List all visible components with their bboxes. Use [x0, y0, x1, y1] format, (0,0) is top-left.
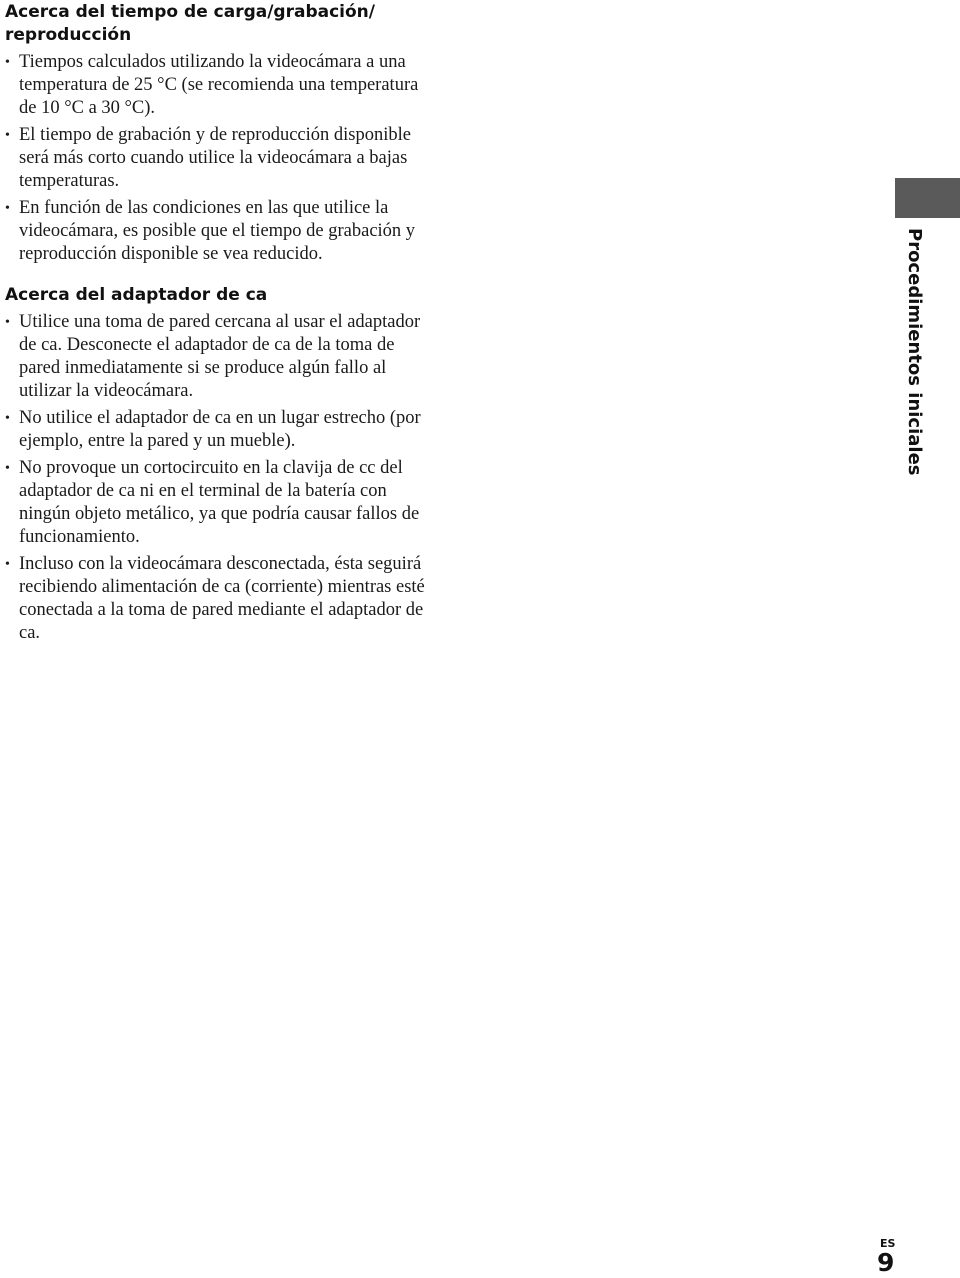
list-item — [5, 124, 425, 193]
ac-adaptor-list — [5, 311, 425, 645]
bullet-icon: • — [5, 128, 10, 143]
list-item — [5, 51, 425, 120]
list-item-text: El tiempo de grabación y de reproducción disponible será más corto cuando utilice la videocámara a bajas temperaturas. — [19, 125, 411, 191]
bullet-icon: • — [5, 315, 10, 330]
list-item — [5, 311, 425, 403]
list-item-text: No utilice el adaptador de ca en un lugar estrecho (por ejemplo, entre la pared y un mueble). — [19, 408, 421, 451]
list-item — [5, 457, 425, 549]
list-item-text: Incluso con la videocámara desconectada, ésta seguirá recibiendo alimentación de ca (corriente) mientras esté conectada a la toma de pared mediante el adaptador de ca. — [19, 554, 425, 643]
section-heading-ac-adaptor: Acerca del adaptador de ca — [5, 285, 268, 305]
chapter-tab-label: Procedimientos iniciales — [904, 228, 925, 476]
list-item — [5, 553, 425, 645]
list-item — [5, 197, 425, 266]
charge-time-list — [5, 51, 425, 266]
list-item-text: Utilice una toma de pared cercana al usar el adaptador de ca. Desconecte el adaptador de ca de la toma de pared inmediatamente si se produce algún fallo al utilizar la videocámara. — [19, 312, 421, 401]
list-item-text: Tiempos calculados utilizando la videocámara a una temperatura de 25 °C (se recomienda una temperatura de 10 °C a 30 °C). — [19, 52, 419, 118]
page-language-code: ES — [880, 1237, 896, 1250]
list-item — [5, 407, 425, 453]
list-item-text: En función de las condiciones en las que utilice la videocámara, es posible que el tiempo de grabación y reproducción disponible se vea reducido. — [19, 198, 416, 264]
bullet-icon: • — [5, 557, 10, 572]
section-heading-charge-time: Acerca del tiempo de carga/grabación/ reproducción — [5, 2, 375, 45]
page-number: 9 — [877, 1248, 895, 1277]
chapter-tab-marker — [895, 178, 960, 218]
bullet-icon: • — [5, 461, 10, 476]
bullet-icon: • — [5, 411, 10, 426]
main-content — [5, 0, 425, 649]
bullet-icon: • — [5, 201, 10, 216]
list-item-text: No provoque un cortocircuito en la clavija de cc del adaptador de ca ni en el terminal de la batería con ningún objeto metálico, ya que podría causar fallos de funcionamiento. — [19, 458, 420, 547]
bullet-icon: • — [5, 55, 10, 70]
